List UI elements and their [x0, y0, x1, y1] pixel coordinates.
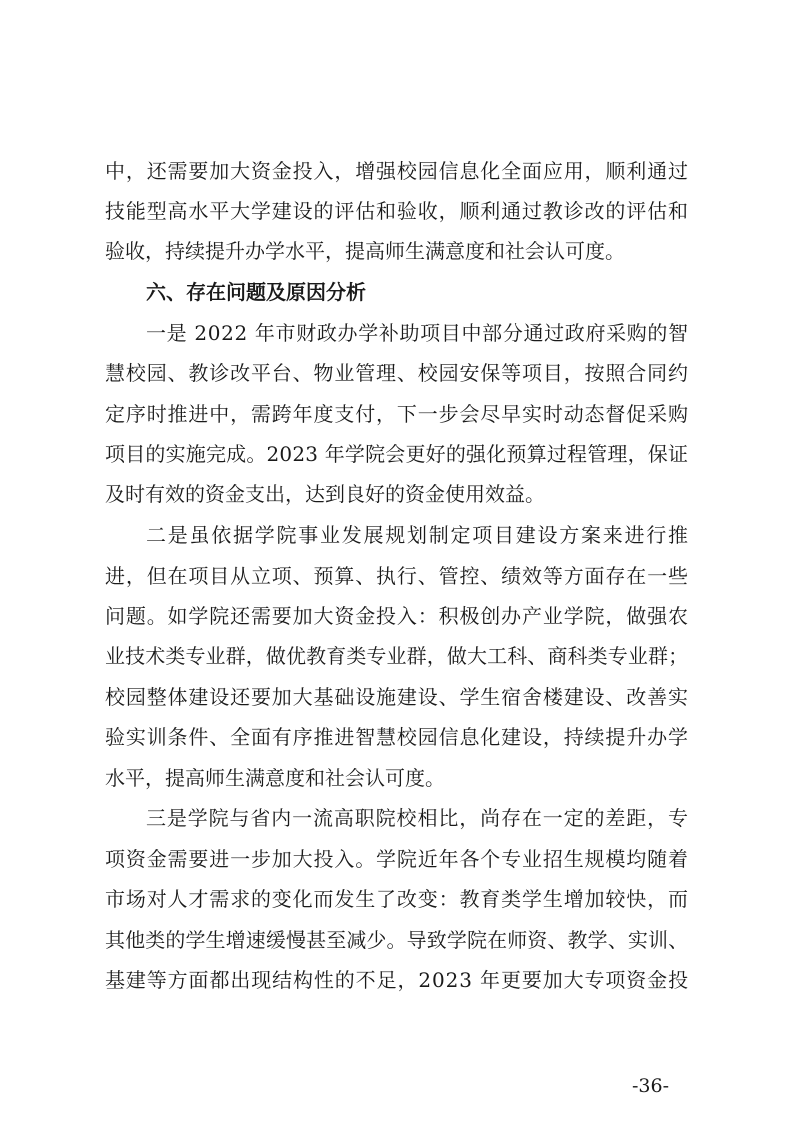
line-text: 业技术类专业群，做优教育类专业群，做大工科、商科类专业群； — [105, 644, 689, 668]
body-text-line — [0, 394, 793, 434]
line-text: 三是学院与省内一流高职院校相比，尚存在一定的差距，专 — [146, 806, 689, 830]
line-text: 验收，持续提升办学水平，提高师生满意度和社会认可度。 — [105, 239, 625, 263]
line-text: 及时有效的资金支出，达到良好的资金使用效益。 — [105, 482, 545, 506]
body-text-line — [0, 596, 793, 636]
body-text-line — [0, 636, 793, 676]
line-text: 验实训条件、全面有序推进智慧校园信息化建设，持续提升办学 — [105, 725, 689, 749]
line-text: 项资金需要进一步加大投入。学院近年各个专业招生规模均随着 — [105, 847, 689, 871]
line-text: 定序时推进中，需跨年度支付，下一步会尽早实时动态督促采购 — [105, 402, 689, 426]
line-text: 技能型高水平大学建设的评估和验收，顺利通过教诊改的评估和 — [105, 199, 689, 223]
body-text-line — [0, 231, 793, 271]
body-text-line — [0, 677, 793, 717]
line-text: 基建等方面都出现结构性的不足，2023 年更要加大专项资金投 — [105, 968, 689, 992]
line-text: 二是虽依据学院事业发展规划制定项目建设方案来进行推 — [146, 523, 690, 547]
body-text-line — [0, 515, 793, 555]
line-text: 中，还需要加大资金投入，增强校园信息化全面应用，顺利通过 — [105, 159, 689, 183]
body-text-line — [0, 758, 793, 798]
section-heading — [0, 272, 793, 312]
body-text-line — [0, 920, 793, 960]
line-text: 市场对人才需求的变化而发生了改变：教育类学生增加较快，而 — [105, 887, 689, 911]
body-text-line — [0, 960, 793, 1000]
line-text: 一是 2022 年市财政办学补助项目中部分通过政府采购的智 — [146, 321, 689, 345]
body-text-line — [0, 839, 793, 879]
body-text-line — [0, 556, 793, 596]
line-text: 进，但在项目从立项、预算、执行、管控、绩效等方面存在一些 — [105, 564, 689, 588]
line-text: 问题。如学院还需要加大资金投入：积极创办产业学院，做强农 — [105, 604, 689, 628]
line-text: 其他类的学生增速缓慢甚至减少。导致学院在师资、教学、实训、 — [105, 928, 689, 952]
body-text-line — [0, 313, 793, 353]
body-text-line — [0, 151, 793, 191]
body-text-line — [0, 353, 793, 393]
body-text-line — [0, 434, 793, 474]
body-text-line — [0, 798, 793, 838]
line-text: 水平，提高师生满意度和社会认可度。 — [105, 766, 445, 790]
line-text: 项目的实施完成。2023 年学院会更好的强化预算过程管理，保证 — [105, 442, 689, 466]
section-heading-text: 六、存在问题及原因分析 — [146, 280, 366, 304]
body-text-line — [0, 191, 793, 231]
line-text: 慧校园、教诊改平台、物业管理、校园安保等项目，按照合同约 — [105, 361, 689, 385]
body-text-line — [0, 879, 793, 919]
body-text-line — [0, 717, 793, 757]
body-text-line — [0, 474, 793, 514]
page-number: -36- — [632, 1075, 670, 1097]
line-text: 校园整体建设还要加大基础设施建设、学生宿舍楼建设、改善实 — [105, 685, 689, 709]
